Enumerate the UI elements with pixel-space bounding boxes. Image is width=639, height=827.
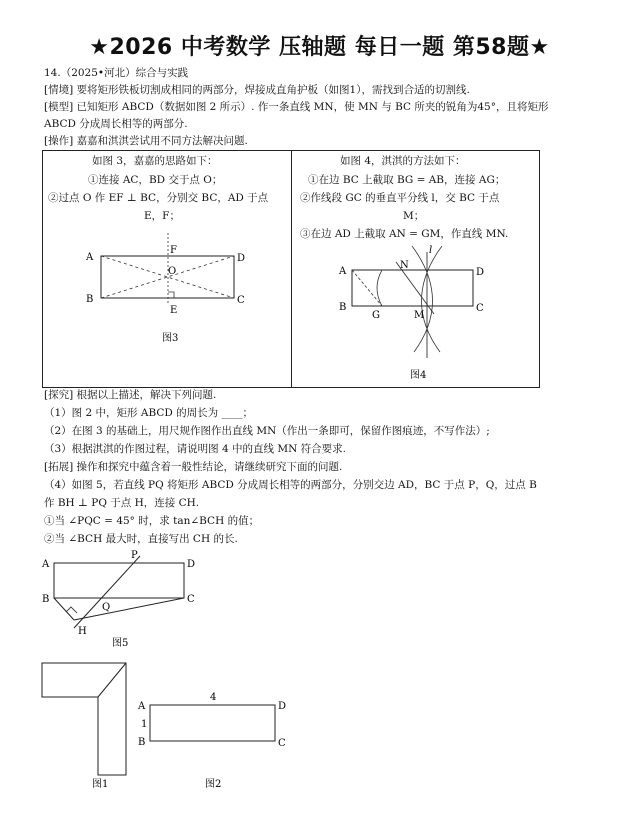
fig4-label-b: B: [339, 302, 347, 313]
fig3-label-a: A: [86, 252, 94, 263]
jiajia-head: 如图 3，嘉嘉的思路如下：: [92, 155, 218, 167]
fig3-label-d: D: [237, 253, 246, 264]
fig2-height-label: 1: [141, 719, 148, 730]
fig5-label-c: C: [187, 594, 195, 605]
fig1-caption: 图1: [92, 779, 109, 790]
fig3-label-e: E: [170, 305, 178, 316]
fig5-label-h: H: [78, 626, 87, 637]
question-4c: ①当 ∠PQC = 45° 时，求 tan∠BCH 的值；: [44, 515, 260, 527]
fig4-caption: 图4: [410, 370, 427, 381]
situation-text: [情境] 要将矩形铁板切割成相同的两部分，焊接成直角护板（如图1），需找到合适的切割线.: [44, 84, 470, 96]
question-3: （3）根据淇淇的作图过程，请说明图 4 中的直线 MN 符合要求.: [44, 443, 346, 455]
model-text-2: ABCD 分成周长相等的两部分.: [44, 118, 188, 130]
fig4-label-l: l: [429, 245, 433, 256]
question-1: （1）图 2 中，矩形 ABCD 的周长为 ____；: [44, 407, 253, 419]
explore-intro: [探究] 根据以上描述，解决下列问题.: [44, 389, 217, 401]
qiqi-step-1: ①在边 BC 上截取 BG = AB，连接 AG；: [308, 174, 506, 186]
jiajia-step-2b: E，F；: [144, 210, 180, 222]
fig3-label-o: O: [168, 266, 177, 277]
qiqi-step-2b: M；: [403, 210, 425, 222]
jiajia-step-1: ①连接 AC，BD 交于点 O；: [88, 174, 223, 186]
fig4-label-a: A: [339, 266, 347, 277]
fig3-label-c: C: [237, 295, 245, 306]
fig5-label-d: D: [187, 559, 196, 570]
fig2-label-c: C: [278, 738, 286, 749]
fig3-label-b: B: [86, 294, 94, 305]
jiajia-step-2a: ②过点 O 作 EF ⊥ BC，分别交 BC，AD 于点: [48, 192, 269, 204]
fig5-label-p: P: [131, 550, 138, 561]
question-4b: 作 BH ⊥ PQ 于点 H，连接 CH.: [44, 497, 200, 509]
fig5-label-b: B: [42, 594, 50, 605]
fig3-caption: 图3: [162, 333, 179, 344]
fig4-label-c: C: [476, 303, 484, 314]
page-title: ★2026 中考数学 压轴题 每日一题 第58题★: [89, 35, 550, 60]
fig4-label-d: D: [476, 267, 485, 278]
qiqi-step-2a: ②作线段 GC 的垂直平分线 l，交 BC 于点: [300, 192, 500, 204]
fig5-label-q: Q: [102, 602, 111, 613]
model-text-1: [模型] 已知矩形 ABCD（数据如图 2 所示）. 作一条直线 MN，使 MN 与 BC 所夹的锐角为45°，且将矩形: [44, 101, 549, 113]
qiqi-step-3: ③在边 AD 上截取 AN = GM，作直线 MN.: [300, 228, 509, 240]
fig2-width-label: 4: [210, 692, 217, 703]
fig2-caption: 图2: [205, 779, 222, 790]
fig2-label-b: B: [138, 737, 146, 748]
extend-intro: [拓展] 操作和探究中蕴含着一般性结论，请继续研究下面的问题.: [44, 461, 343, 473]
fig2-label-a: A: [138, 701, 146, 712]
fig4-label-g: G: [372, 310, 380, 321]
fig4-label-n: N: [400, 260, 409, 271]
fig5-label-a: A: [42, 559, 50, 570]
question-2: （2）在图 3 的基础上，用尺规作图作出直线 MN（作出一条即可，保留作图痕迹，不写作法）;: [44, 425, 490, 437]
fig4-label-m: M: [414, 310, 425, 321]
problem-number: 14.（2025•河北）综合与实践: [44, 67, 189, 79]
operation-text: [操作] 嘉嘉和淇淇尝试用不同方法解决问题.: [44, 135, 248, 147]
qiqi-head: 如图 4，淇淇的方法如下：: [340, 155, 466, 167]
fig2-rectangle: [150, 705, 275, 741]
question-4a: （4）如图 5，若直线 PQ 将矩形 ABCD 分成周长相等的两部分，分别交边 AD，BC 于点 P，Q，过点 B: [44, 479, 537, 491]
fig2-label-d: D: [278, 701, 287, 712]
fig5-caption: 图5: [112, 638, 129, 649]
question-4d: ②当 ∠BCH 最大时，直接写出 CH 的长.: [44, 533, 238, 545]
fig3-label-f: F: [170, 245, 177, 256]
